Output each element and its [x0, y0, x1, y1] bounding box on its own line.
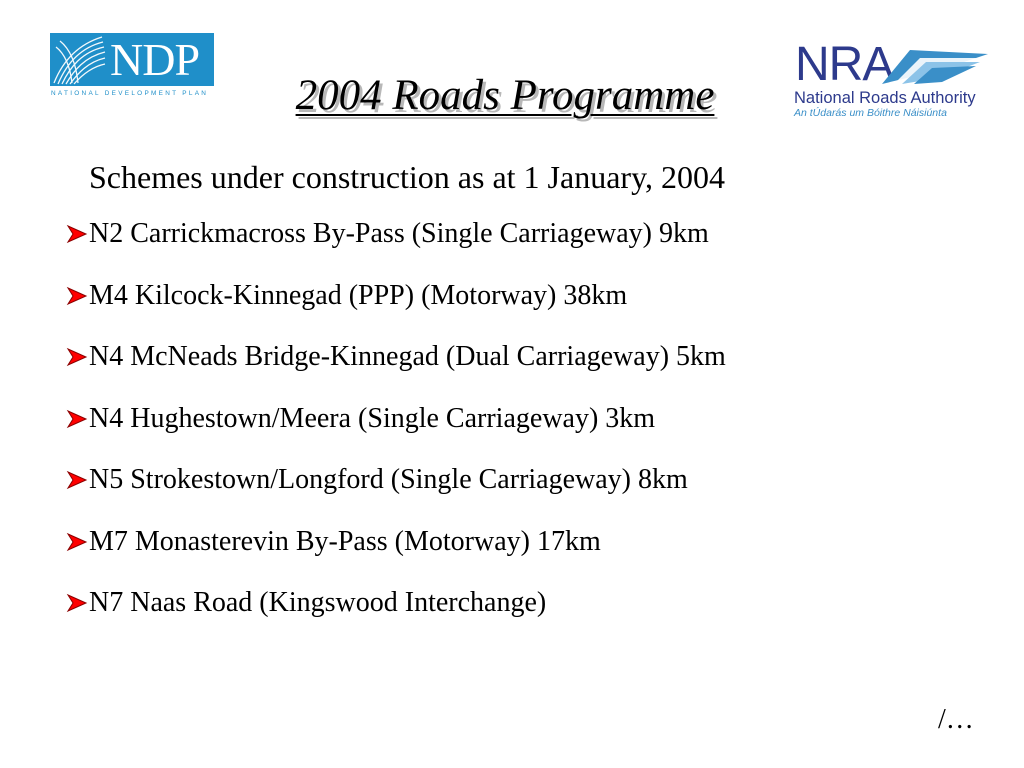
- ndp-logo-subtitle: NATIONAL DEVELOPMENT PLAN: [51, 90, 209, 97]
- page-subtitle: Schemes under construction as at 1 January, 2004: [89, 159, 725, 195]
- arrow-bullet-icon: [66, 593, 89, 613]
- arrow-bullet-icon: [66, 532, 89, 552]
- list-item: [66, 399, 726, 439]
- nra-logo-irish-name: An tÚdarás um Bóithre Náisiúnta: [794, 107, 947, 119]
- scheme-list: [66, 214, 726, 645]
- scheme-label: N7 Naas Road (Kingswood Interchange): [89, 587, 547, 618]
- list-item: [66, 214, 726, 254]
- list-item: [66, 522, 726, 562]
- list-item: [66, 460, 726, 500]
- scheme-label: N2 Carrickmacross By-Pass (Single Carriageway) 9km: [89, 218, 709, 249]
- arrow-bullet-icon: [66, 224, 89, 244]
- list-item: [66, 583, 726, 623]
- scheme-label: N5 Strokestown/Longford (Single Carriageway) 8km: [89, 464, 688, 495]
- ndp-logo-letters: NDP: [110, 34, 200, 85]
- continuation-mark: /…: [938, 704, 974, 735]
- arrow-bullet-icon: [66, 409, 89, 429]
- scheme-label: M7 Monasterevin By-Pass (Motorway) 17km: [89, 525, 601, 557]
- arrow-bullet-icon: [66, 286, 89, 306]
- nra-logo-name: National Roads Authority: [794, 89, 976, 107]
- arrow-bullet-icon: [66, 470, 89, 490]
- arrow-bullet-icon: [66, 347, 89, 367]
- scheme-label: N4 McNeads Bridge-Kinnegad (Dual Carriageway) 5km: [89, 341, 726, 372]
- nra-logo-letters: NRA: [795, 38, 894, 91]
- scheme-label: M4 Kilcock-Kinnegad (PPP) (Motorway) 38km: [89, 279, 628, 311]
- list-item: [66, 337, 726, 377]
- scheme-label: N4 Hughestown/Meera (Single Carriageway) 3km: [89, 402, 656, 434]
- list-item: [66, 276, 726, 316]
- page-title: 2004 Roads Programme: [295, 72, 715, 119]
